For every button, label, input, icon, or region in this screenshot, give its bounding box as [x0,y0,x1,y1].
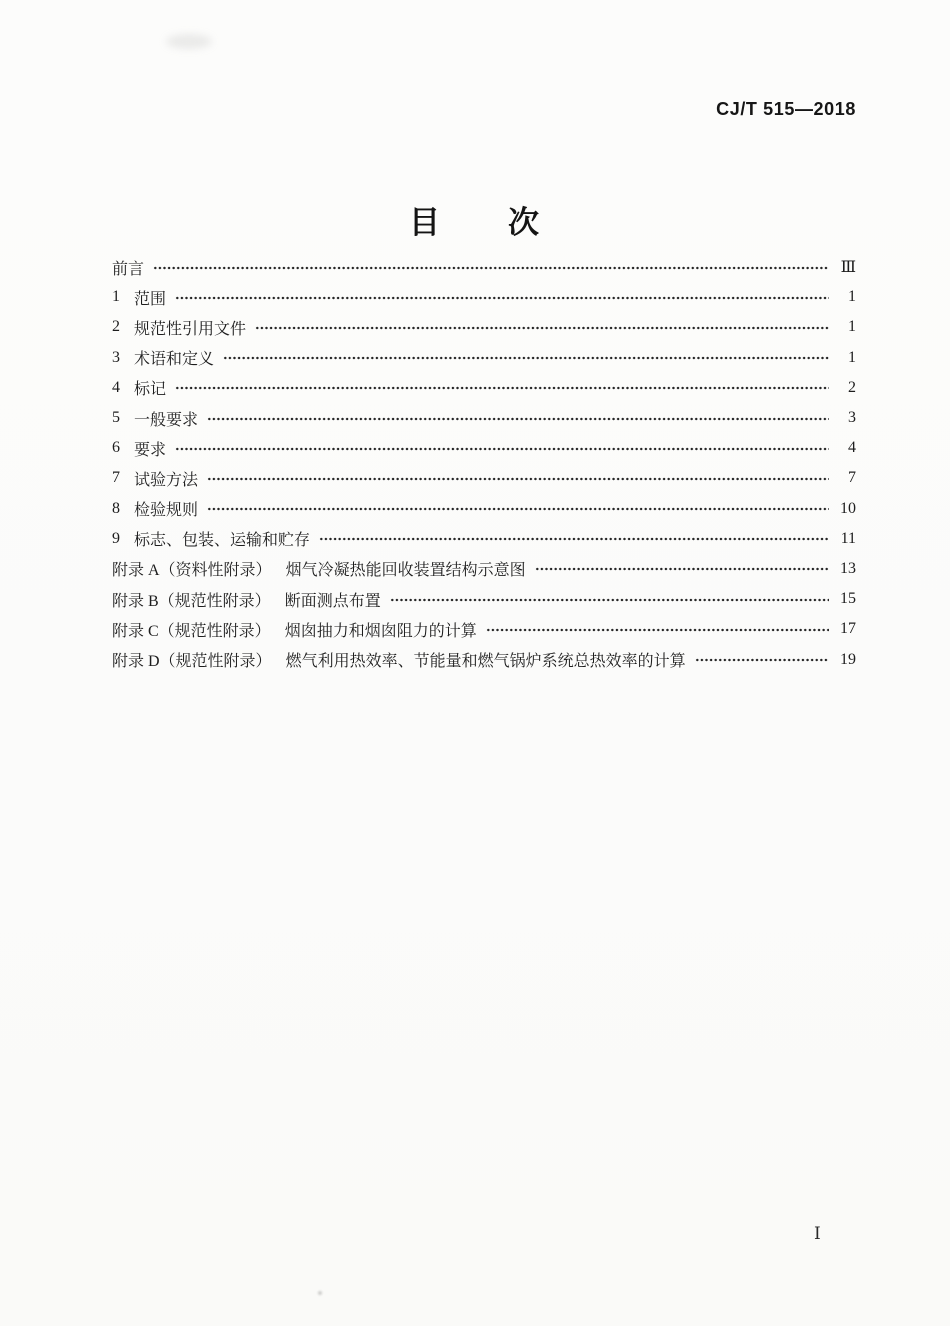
toc-entry-prefix: 1 [112,288,120,306]
toc-entry-page: 4 [848,439,856,457]
toc-entry-prefix: 8 [112,499,120,517]
toc-entry [112,584,856,614]
dot-leader [223,350,829,366]
toc-entry-page: 11 [840,529,856,547]
toc-entry [112,463,856,493]
toc-entry [112,312,856,342]
page-title: 目 次 [409,204,541,240]
toc-entry-title: 术语和定义 [134,351,215,369]
toc-entry [112,494,856,524]
toc-entry [112,252,856,282]
toc-entry-title: 标志、包装、运输和贮存 [134,532,311,550]
scan-artifact [318,1291,322,1295]
toc-entry-page: 15 [840,590,856,608]
toc-entry [112,373,856,403]
toc-entry-title: 烟囱抽力和烟囱阻力的计算 [284,622,477,640]
dot-leader [390,592,829,608]
toc-entry-prefix: 4 [112,378,120,396]
toc-entry [112,403,856,433]
toc-entry-title: 断面测点布置 [284,592,381,610]
toc-entry-page: 7 [848,469,856,487]
dot-leader [175,441,829,457]
toc-entry-page: 1 [848,318,856,336]
toc-entry-title: 前言 [112,260,145,278]
toc-entry [112,554,856,584]
toc-entry-title: 检验规则 [134,502,199,520]
toc-entry-page: 1 [848,348,856,366]
dot-leader [175,380,829,396]
toc-entry-page: 13 [840,559,856,577]
toc-entry [112,644,856,674]
toc-entry-title: 范围 [134,290,167,308]
toc-entry-page: 10 [840,499,856,517]
toc-entry-prefix: 附录 B（规范性附录） [112,592,271,610]
toc-entry-title: 燃气利用热效率、节能量和燃气锅炉系统总热效率的计算 [285,653,686,671]
toc-entry-title: 一般要求 [134,411,199,429]
toc-entry-prefix: 5 [112,409,120,427]
toc-entry-prefix: 7 [112,469,120,487]
toc-entry-prefix: 附录 A（资料性附录） [112,562,272,580]
toc-entry-title: 试验方法 [134,471,199,489]
toc-entry-title: 要求 [134,441,167,459]
dot-leader [153,260,829,276]
page-number: Ⅰ [814,1224,821,1243]
toc-entry [112,282,856,312]
toc-entry-prefix: 2 [112,318,120,336]
toc-entry-page: 19 [840,650,856,668]
dot-leader [486,622,829,638]
dot-leader [319,531,829,547]
toc-list [112,252,856,675]
dot-leader [207,471,829,487]
dot-leader [207,501,829,517]
toc-entry-title: 规范性引用文件 [134,320,247,338]
toc-entry [112,524,856,554]
scan-artifact [166,34,212,49]
toc-entry [112,433,856,463]
toc-entry-title: 烟气冷凝热能回收装置结构示意图 [285,562,526,580]
toc-entry-page: 2 [848,378,856,396]
toc-entry-prefix: 6 [112,439,120,457]
standard-number: CJ/T 515—2018 [716,99,856,119]
toc-entry [112,343,856,373]
dot-leader [695,652,829,668]
toc-entry-prefix: 3 [112,348,120,366]
toc-entry-title: 标记 [134,381,167,399]
toc-entry-page: Ⅲ [840,259,856,277]
dot-leader [255,320,829,336]
dot-leader [175,290,829,306]
dot-leader [535,561,829,577]
toc-entry-prefix: 附录 C（规范性附录） [112,622,271,640]
toc-entry-page: 17 [840,620,856,638]
toc-entry-prefix: 9 [112,529,120,547]
dot-leader [207,411,829,427]
toc-entry [112,614,856,644]
toc-entry-page: 3 [848,409,856,427]
toc-entry-prefix: 附录 D（规范性附录） [112,653,272,671]
toc-entry-page: 1 [848,288,856,306]
